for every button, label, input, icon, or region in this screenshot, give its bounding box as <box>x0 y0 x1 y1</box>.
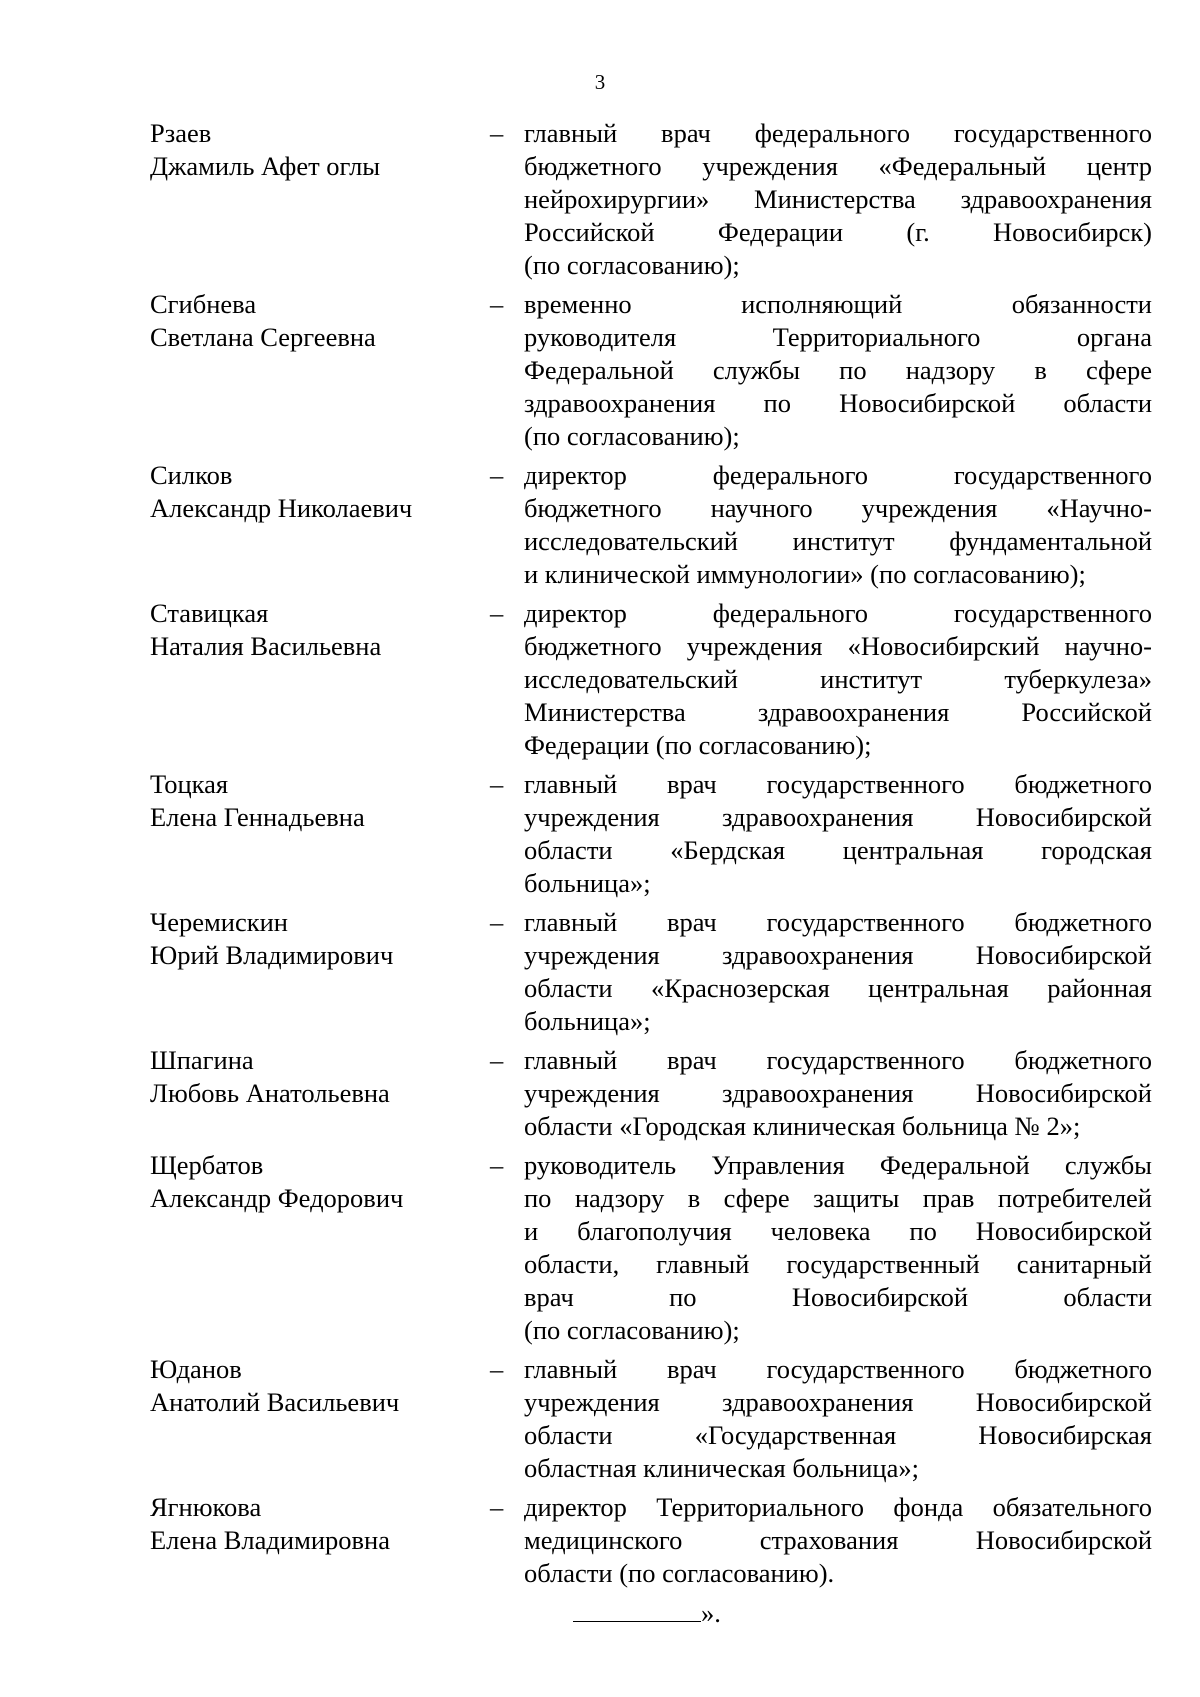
member-position <box>524 597 1152 762</box>
position-line: главный врач государственного бюджетного <box>524 907 1152 937</box>
position-line: и клинической иммунологии» (по согласованию); <box>524 559 1086 589</box>
closing-line <box>573 1597 721 1630</box>
member-surname: Ставицкая <box>150 598 269 628</box>
position-line: (по согласованию); <box>524 421 740 451</box>
position-line: области «Государственная Новосибирская <box>524 1420 1152 1450</box>
member-surname: Щербатов <box>150 1150 264 1180</box>
member-surname: Шпагина <box>150 1045 254 1075</box>
position-line: медицинского страхования Новосибирской <box>524 1525 1152 1555</box>
member-given-names: Юрий Владимирович <box>150 940 394 970</box>
position-line: области «Бердская центральная городская <box>524 835 1152 865</box>
position-line: и благополучия человека по Новосибирской <box>524 1216 1152 1246</box>
member-list <box>150 117 1152 1590</box>
position-line: руководителя Территориального органа <box>524 322 1152 352</box>
position-line: исследовательский институт фундаментальной <box>524 526 1152 556</box>
member-surname: Черемискин <box>150 907 288 937</box>
member-name <box>150 768 482 834</box>
member-entry <box>150 1353 1152 1485</box>
position-line: (по согласованию); <box>524 250 740 280</box>
position-line: здравоохранения по Новосибирской области <box>524 388 1152 418</box>
position-line: Федерации (по согласованию); <box>524 730 872 760</box>
entry-dash: – <box>490 1354 504 1384</box>
member-name <box>150 1044 482 1110</box>
member-position <box>524 1353 1152 1485</box>
member-entry <box>150 459 1152 591</box>
member-entry <box>150 288 1152 453</box>
position-line: по надзору в сфере защиты прав потребителей <box>524 1183 1152 1213</box>
position-line: Российской Федерации (г. Новосибирск) <box>524 217 1152 247</box>
member-given-names: Анатолий Васильевич <box>150 1387 400 1417</box>
member-entry <box>150 1149 1152 1347</box>
member-entry <box>150 906 1152 1038</box>
member-surname: Ягнюкова <box>150 1492 262 1522</box>
position-line: больница»; <box>524 868 651 898</box>
member-name <box>150 459 482 525</box>
member-position <box>524 768 1152 900</box>
position-line: директор федерального государственного <box>524 460 1152 490</box>
member-name <box>150 597 482 663</box>
position-line: области (по согласованию). <box>524 1558 835 1588</box>
member-entry <box>150 1491 1152 1590</box>
member-given-names: Любовь Анатольевна <box>150 1078 390 1108</box>
member-given-names: Александр Федорович <box>150 1183 404 1213</box>
position-line: главный врач государственного бюджетного <box>524 769 1152 799</box>
position-line: нейрохирургии» Министерства здравоохранения <box>524 184 1152 214</box>
position-line: области «Краснозерская центральная районная <box>524 973 1152 1003</box>
member-given-names: Джамиль Афет оглы <box>150 151 381 181</box>
member-name <box>150 906 482 972</box>
position-line: бюджетного научного учреждения «Научно- <box>524 493 1152 523</box>
position-line: Федеральной службы по надзору в сфере <box>524 355 1152 385</box>
position-line: больница»; <box>524 1006 651 1036</box>
member-name <box>150 1149 482 1215</box>
member-surname: Сгибнева <box>150 289 257 319</box>
member-name <box>150 1491 482 1557</box>
member-name <box>150 1353 482 1419</box>
position-line: главный врач федерального государственного <box>524 118 1152 148</box>
entry-dash: – <box>490 289 504 319</box>
member-surname: Юданов <box>150 1354 242 1384</box>
position-line: руководитель Управления Федеральной службы <box>524 1150 1152 1180</box>
entry-dash: – <box>490 907 504 937</box>
position-line: учреждения здравоохранения Новосибирской <box>524 940 1152 970</box>
position-line: бюджетного учреждения «Новосибирский научно- <box>524 631 1152 661</box>
position-line: директор Территориального фонда обязательного <box>524 1492 1152 1522</box>
member-position <box>524 459 1152 591</box>
member-surname: Тоцкая <box>150 769 229 799</box>
member-surname: Силков <box>150 460 233 490</box>
position-line: исследовательский институт туберкулеза» <box>524 664 1152 694</box>
position-line: временно исполняющий обязанности <box>524 289 1152 319</box>
position-line: учреждения здравоохранения Новосибирской <box>524 1078 1152 1108</box>
entry-dash: – <box>490 1045 504 1075</box>
member-entry <box>150 1044 1152 1143</box>
member-position <box>524 117 1152 282</box>
member-surname: Рзаев <box>150 118 212 148</box>
closing-mark: ». <box>701 1598 721 1628</box>
member-entry <box>150 597 1152 762</box>
position-line: главный врач государственного бюджетного <box>524 1045 1152 1075</box>
position-line: области «Городская клиническая больница № 2»; <box>524 1111 1081 1141</box>
member-position <box>524 1491 1152 1590</box>
member-given-names: Наталия Васильевна <box>150 631 382 661</box>
member-given-names: Светлана Сергеевна <box>150 322 376 352</box>
entry-dash: – <box>490 1492 504 1522</box>
member-name <box>150 288 482 354</box>
member-given-names: Елена Геннадьевна <box>150 802 365 832</box>
position-line: бюджетного учреждения «Федеральный центр <box>524 151 1152 181</box>
member-entry <box>150 117 1152 282</box>
member-given-names: Александр Николаевич <box>150 493 413 523</box>
member-name <box>150 117 482 183</box>
position-line: главный врач государственного бюджетного <box>524 1354 1152 1384</box>
member-position <box>524 906 1152 1038</box>
position-line: областная клиническая больница»; <box>524 1453 919 1483</box>
position-line: учреждения здравоохранения Новосибирской <box>524 1387 1152 1417</box>
member-position <box>524 1149 1152 1347</box>
closing-underline <box>573 1597 701 1622</box>
position-line: (по согласованию); <box>524 1315 740 1345</box>
position-line: учреждения здравоохранения Новосибирской <box>524 802 1152 832</box>
entry-dash: – <box>490 460 504 490</box>
member-position <box>524 288 1152 453</box>
entry-dash: – <box>490 598 504 628</box>
position-line: Министерства здравоохранения Российской <box>524 697 1152 727</box>
member-position <box>524 1044 1152 1143</box>
member-given-names: Елена Владимировна <box>150 1525 390 1555</box>
position-line: врач по Новосибирской области <box>524 1282 1152 1312</box>
entry-dash: – <box>490 1150 504 1180</box>
entry-dash: – <box>490 118 504 148</box>
position-line: области, главный государственный санитарный <box>524 1249 1152 1279</box>
entry-dash: – <box>490 769 504 799</box>
page-number: 3 <box>594 70 606 94</box>
position-line: директор федерального государственного <box>524 598 1152 628</box>
member-entry <box>150 768 1152 900</box>
